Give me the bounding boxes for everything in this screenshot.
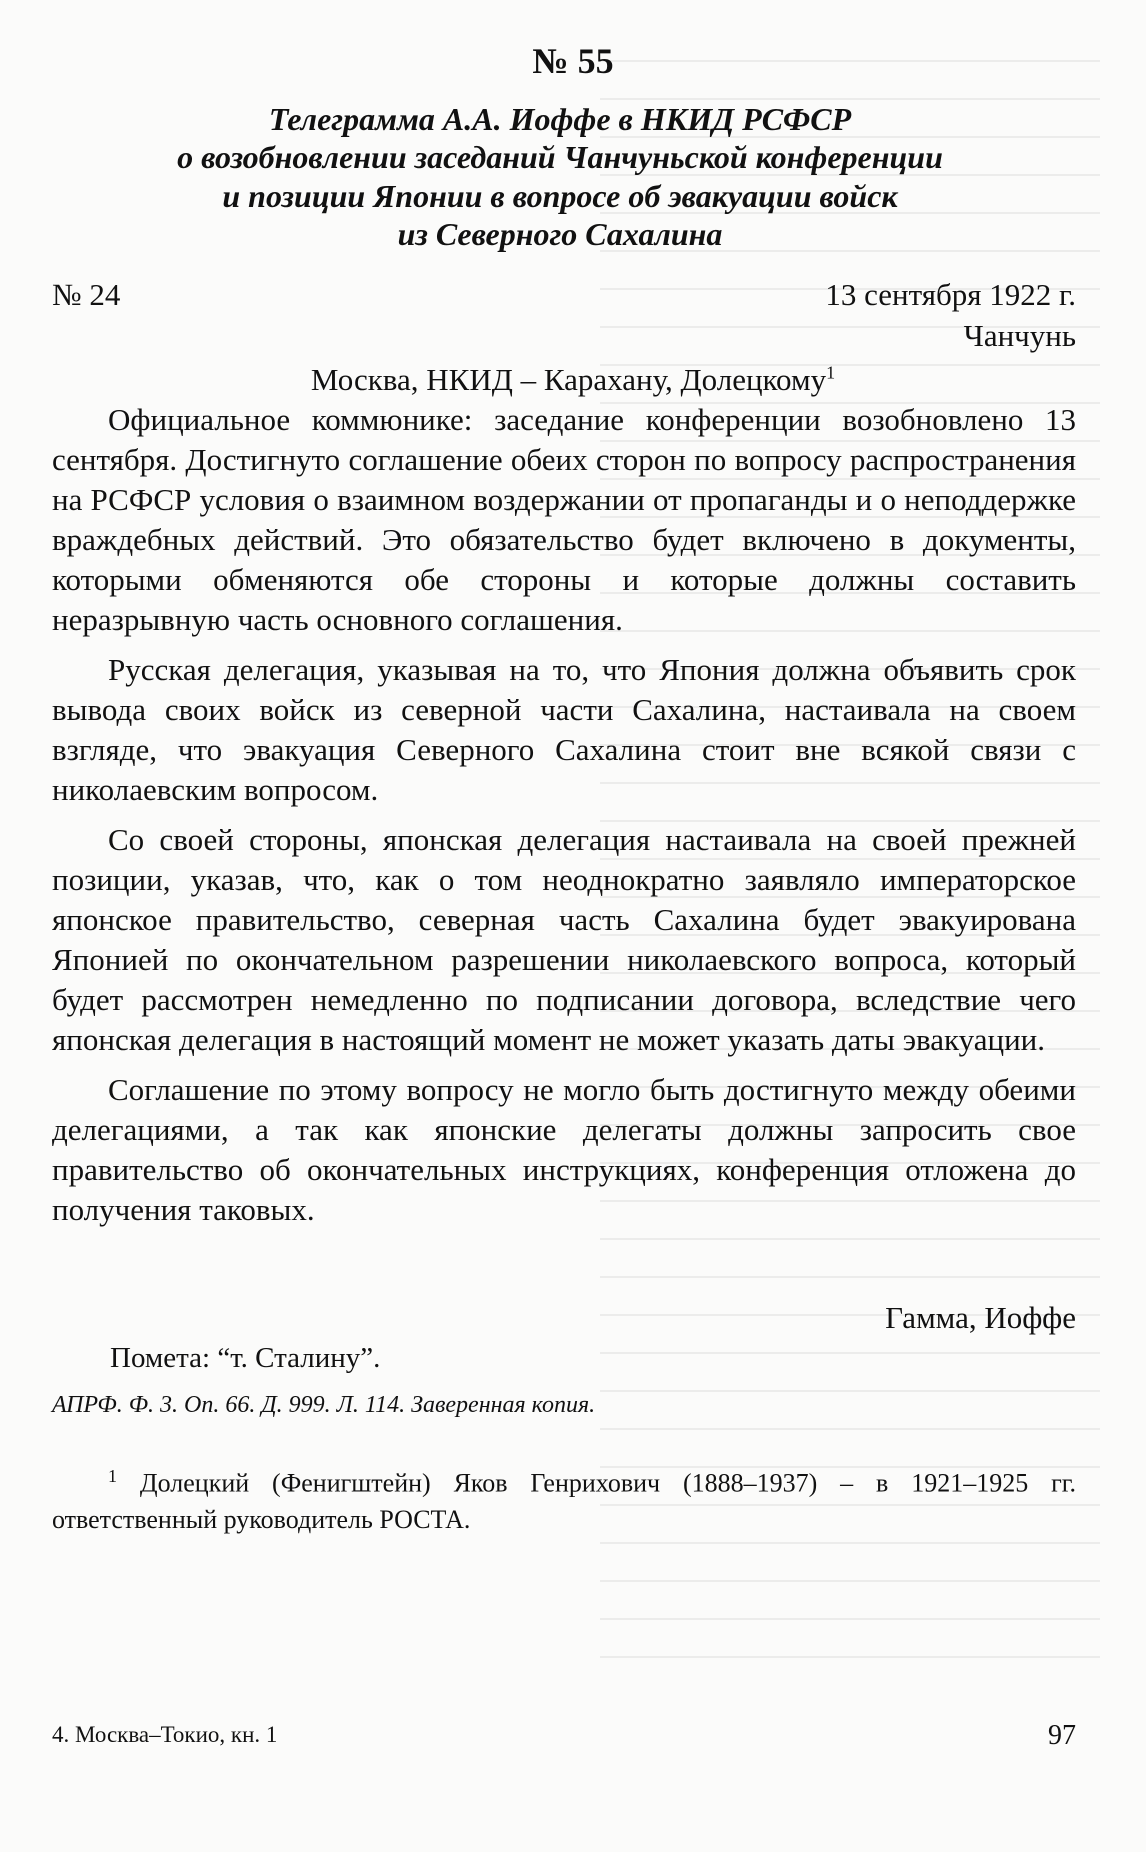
- title-line: и позиции Японии в вопросе об эвакуации войск: [222, 177, 898, 214]
- addressee-line: [0, 362, 1146, 398]
- telegram-number: № 24: [52, 277, 121, 312]
- annotation-note: Помета: “т. Сталину”.: [110, 1342, 381, 1374]
- body-paragraph: Со своей стороны, японская делегация настаивала на своей прежней позиции, указав, что, как о том неоднократно заявляло императорское японское правительство, северная часть Сахалина будет эвакуирована Японией по окончательном разрешении николаевского вопроса, который будет рассмотрен немедленно по подписании договора, вследствие чего японская делегация в настоящий момент не может указать даты эвакуации.: [52, 822, 1076, 1057]
- telegram-date: 13 сентября 1922 г.: [825, 277, 1076, 312]
- footnote-reference: 1: [826, 362, 836, 383]
- title-line: из Северного Сахалина: [397, 216, 723, 253]
- title-line: Телеграмма А.А. Иоффе в НКИД РСФСР: [268, 101, 852, 137]
- body-paragraph: Официальное коммюнике: заседание конференции возобновлено 13 сентября. Достигнуто соглашение обеих сторон по вопросу распространения на РСФСР условия о взаимном воздержании от пропаганды и о неподдержке враждебных действий. Это обязательство будет включено в документы, которыми обменяются обе стороны и которые должны составить неразрывную часть основного соглашения.: [52, 402, 1076, 637]
- addressee-text: Москва, НКИД – Карахану, Долецкому: [310, 362, 827, 397]
- page-number: 97: [1048, 1720, 1076, 1751]
- signature: Гамма, Иоффе: [885, 1300, 1076, 1335]
- document-number: № 55: [532, 41, 614, 81]
- document-title: [120, 100, 1000, 254]
- footnote-mark: 1: [108, 1466, 117, 1486]
- telegram-body: [52, 400, 1076, 1240]
- footnote: [52, 1458, 1076, 1538]
- archive-reference: АПРФ. Ф. 3. Оп. 66. Д. 999. Л. 114. Заверенная копия.: [52, 1392, 596, 1418]
- body-paragraph: Соглашение по этому вопросу не могло быть достигнуто между обеими делегациями, а так как японские делегаты должны запросить свое правительство об окончательных инструкциях, конференция отложена до получения таковых.: [52, 1072, 1076, 1227]
- telegram-place: Чанчунь: [963, 318, 1076, 353]
- book-signature: 4. Москва–Токио, кн. 1: [52, 1722, 278, 1747]
- footnote-text: Долецкий (Фенигштейн) Яков Генрихович (1888–1937) – в 1921–1925 гг. ответственный руководитель РОСТА.: [52, 1468, 1076, 1534]
- title-line: о возобновлении заседаний Чанчуньской конференции: [177, 139, 943, 176]
- body-paragraph: Русская делегация, указывая на то, что Япония должна объявить срок вывода своих войск из северной части Сахалина, настаивала на своем взгляде, что эвакуация Северного Сахалина стоит вне всякой связи с николаевским вопросом.: [52, 652, 1076, 807]
